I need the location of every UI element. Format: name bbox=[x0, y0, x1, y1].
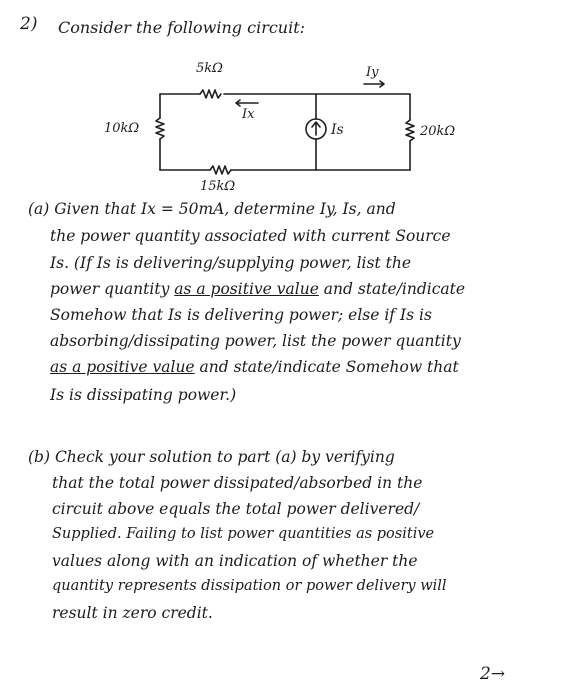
resistor-15k-symbol bbox=[210, 166, 231, 174]
ix-arrow-icon bbox=[236, 100, 258, 106]
next-page-marker: 2→ bbox=[480, 664, 506, 684]
label-10k: 10kΩ bbox=[104, 121, 140, 136]
part-a-line-3: Is. (If Is is delivering/supplying power, list the bbox=[50, 254, 411, 272]
part-b-line-2: that the total power dissipated/absorbed in the bbox=[52, 474, 423, 492]
part-a-line-7-tail: and state/indicate Somehow that bbox=[194, 358, 459, 376]
current-source-arrow-icon bbox=[312, 122, 320, 135]
circuit-diagram bbox=[0, 50, 577, 250]
part-a-line-5: Somehow that Is is delivering power; else if Is is bbox=[50, 306, 432, 324]
label-15k: 15kΩ bbox=[200, 179, 236, 194]
part-b-line-6: quantity represents dissipation or power delivery will bbox=[52, 578, 447, 594]
part-a-line-4-head: power quantity bbox=[50, 280, 175, 298]
part-a-line-7 bbox=[50, 358, 459, 376]
resistor-5k-symbol bbox=[200, 90, 221, 98]
part-a-line-1: (a) Given that Ix = 50mA, determine Iy, Is, and bbox=[28, 200, 396, 218]
label-iy: Iy bbox=[366, 65, 379, 80]
label-5k: 5kΩ bbox=[196, 61, 223, 76]
part-a-line-2: the power quantity associated with current Source bbox=[50, 227, 451, 245]
underline-positive-value-2: as a positive value bbox=[50, 358, 195, 376]
problem-title: Consider the following circuit: bbox=[58, 18, 306, 37]
problem-number: 2) bbox=[20, 14, 38, 34]
part-b-line-1: (b) Check your solution to part (a) by verifying bbox=[28, 448, 395, 466]
part-b-line-4: Supplied. Failing to list power quantities as positive bbox=[52, 526, 435, 542]
label-is: Is bbox=[331, 122, 344, 138]
label-ix: Ix bbox=[242, 107, 255, 122]
label-20k: 20kΩ bbox=[420, 124, 456, 139]
part-a-line-4 bbox=[50, 280, 465, 298]
resistor-10k-symbol bbox=[156, 118, 164, 139]
part-b-line-3: circuit above equals the total power delivered/ bbox=[52, 500, 420, 518]
part-a-line-8: Is is dissipating power.) bbox=[50, 386, 237, 404]
part-b-line-7: result in zero credit. bbox=[52, 604, 213, 622]
iy-arrow-icon bbox=[364, 81, 384, 87]
underline-positive-value-1: as a positive value bbox=[174, 280, 319, 298]
part-b-line-5: values along with an indication of whether the bbox=[52, 552, 418, 570]
part-a-line-4-tail: and state/indicate bbox=[318, 280, 466, 298]
resistor-20k-symbol bbox=[406, 120, 414, 141]
part-a-line-6: absorbing/dissipating power, list the power quantity bbox=[50, 332, 461, 350]
